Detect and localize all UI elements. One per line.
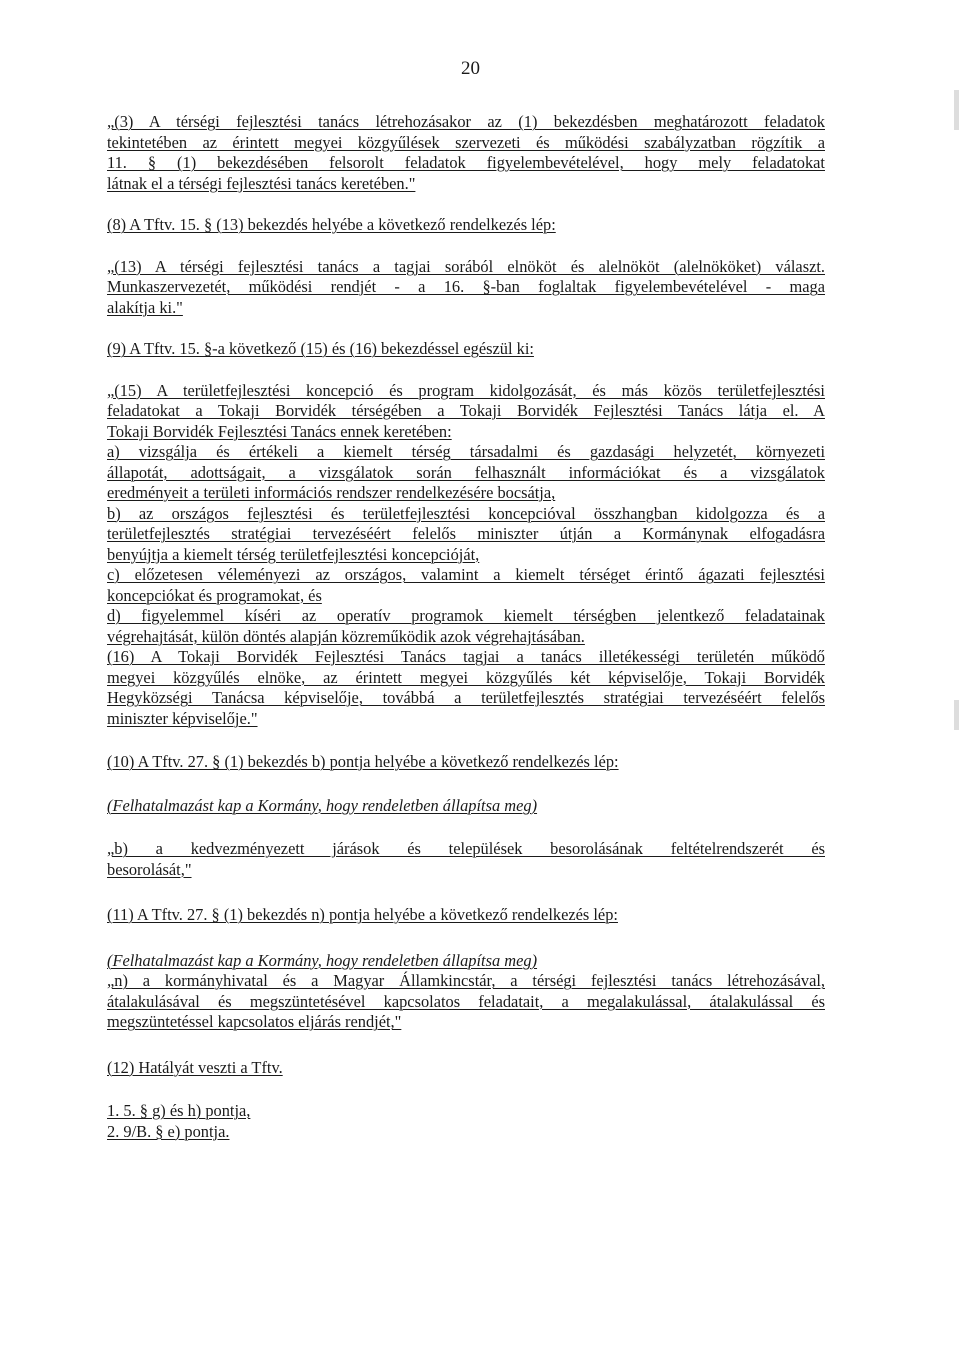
text-line: 11. § (1) bekezdésében felsorolt feladatok figyelembevételével, hogy mely feladatokat [107,153,825,172]
text-line: a) vizsgálja és értékeli a kiemelt térség társadalmi és gazdasági helyzetét, környezeti [107,442,825,461]
text-line: (11) A Tftv. 27. § (1) bekezdés n) pontja helyébe a következő rendelkezés lép: [107,905,618,924]
text-line: végrehajtását, külön döntés alapján közreműködik azok végrehajtásában. [107,626,585,646]
text-line: (8) A Tftv. 15. § (13) bekezdés helyébe a következő rendelkezés lép: [107,215,556,234]
text-line: Munkaszervezetét, működési rendjét - a 16. §-ban foglaltak figyelembevételével - maga [107,277,825,296]
text-line: „(3) A térségi fejlesztési tanács létrehozásakor az (1) bekezdésben meghatározott feladatok [107,112,825,131]
text-line: benyújtja a kiemelt térség területfejlesztési koncepcióját, [107,544,480,564]
text-line: (16) A Tokaji Borvidék Fejlesztési Tanács tagjai a tanács illetékességi területén működő [107,647,825,666]
text-line: c) előzetesen véleményezi az országos, valamint a kiemelt térséget érintő ágazati fejlesztési [107,565,825,584]
text-line: eredményeit a területi információs rendszer rendelkezésére bocsátja, [107,483,556,502]
text-line: d) figyelemmel kíséri az operatív programok kiemelt térségben jelentkező feladatainak [107,606,825,625]
text-line: „(15) A területfejlesztési koncepció és program kidolgozását, és más közös területfejlesztési [107,380,825,400]
text-line: b) az országos fejlesztési és területfejlesztési koncepcióval összhangban kidolgozza és a [107,503,825,523]
text-line: tekintetében az érintett megyei közgyűlések szervezeti és működési szabályzatban rögzítik a [107,132,825,152]
document-body [107,112,825,1142]
amendment-10 [107,752,825,773]
text-line: Hegyközségi Tanácsa képviselője, továbbá a területfejlesztés stratégiai tervezéséért felelős [107,688,825,707]
text-line: (9) A Tftv. 15. §-a következő (15) és (16) bekezdéssel egészül ki: [107,339,534,358]
text-line: (Felhatalmazást kap a Kormány, hogy rendeletben állapítsa meg) [107,795,538,815]
point-b [107,839,825,880]
authorization-heading [107,796,825,817]
text-line: besorolását," [107,859,192,879]
text-line: megszüntetéssel kapcsolatos eljárás rendjét," [107,1012,402,1031]
text-line: megyei közgyűlés elnöke, az érintett megyei közgyűlés két képviselője, Tokaji Borvidék [107,667,825,687]
list-item: 1. 5. § g) és h) pontja, [107,1101,251,1120]
text-line: Tokaji Borvidék Fejlesztési Tanács ennek keretében: [107,421,452,441]
point-n [107,951,825,1033]
amendment-8 [107,215,825,236]
page-number: 20 [461,58,480,79]
text-line: állapotát, adottságait, a vizsgálatok során felhasznált információkat és a vizsgálatok [107,462,825,482]
text-line: „b) a kedvezményezett járások és települések besorolásának feltételrendszerét és [107,839,825,858]
scan-edge-mark [954,90,959,130]
scan-edge-mark [954,700,959,730]
paragraph-3 [107,112,825,194]
amendment-11 [107,905,825,926]
paragraph-13 [107,257,825,319]
list-item: 2. 9/B. § e) pontja. [107,1121,230,1141]
text-line: alakítja ki." [107,297,183,317]
text-line: miniszter képviselője." [107,708,258,728]
amendment-12 [107,1058,825,1079]
text-line: „(13) A térségi fejlesztési tanács a tagjai sorából elnököt és alelnököt (alelnököket) választ. [107,256,825,276]
repealed-list [107,1101,825,1142]
paragraph-15-16 [107,381,825,730]
text-line: koncepciókat és programokat, és [107,585,322,605]
amendment-9 [107,339,825,360]
text-line: feladatokat a Tokaji Borvidék térségében a Tokaji Borvidék Fejlesztési Tanács látja el. A [107,401,825,420]
text-line: (Felhatalmazást kap a Kormány, hogy rendeletben állapítsa meg) [107,950,538,970]
text-line: látnak el a térségi fejlesztési tanács keretében." [107,173,416,193]
text-line: területfejlesztés stratégiai tervezéséért felelős miniszter útján a Kormánynak elfogadásra [107,524,825,543]
text-line: átalakulásával és megszüntetésével kapcsolatos feladatait, a megalakulással, átalakulással és [107,991,825,1011]
text-line: „n) a kormányhivatal és a Magyar Államkincstár, a térségi fejlesztési tanács létrehozásával, [107,971,825,990]
text-line: (10) A Tftv. 27. § (1) bekezdés b) pontja helyébe a következő rendelkezés lép: [107,752,619,771]
text-line: (12) Hatályát veszti a Tftv. [107,1057,283,1077]
